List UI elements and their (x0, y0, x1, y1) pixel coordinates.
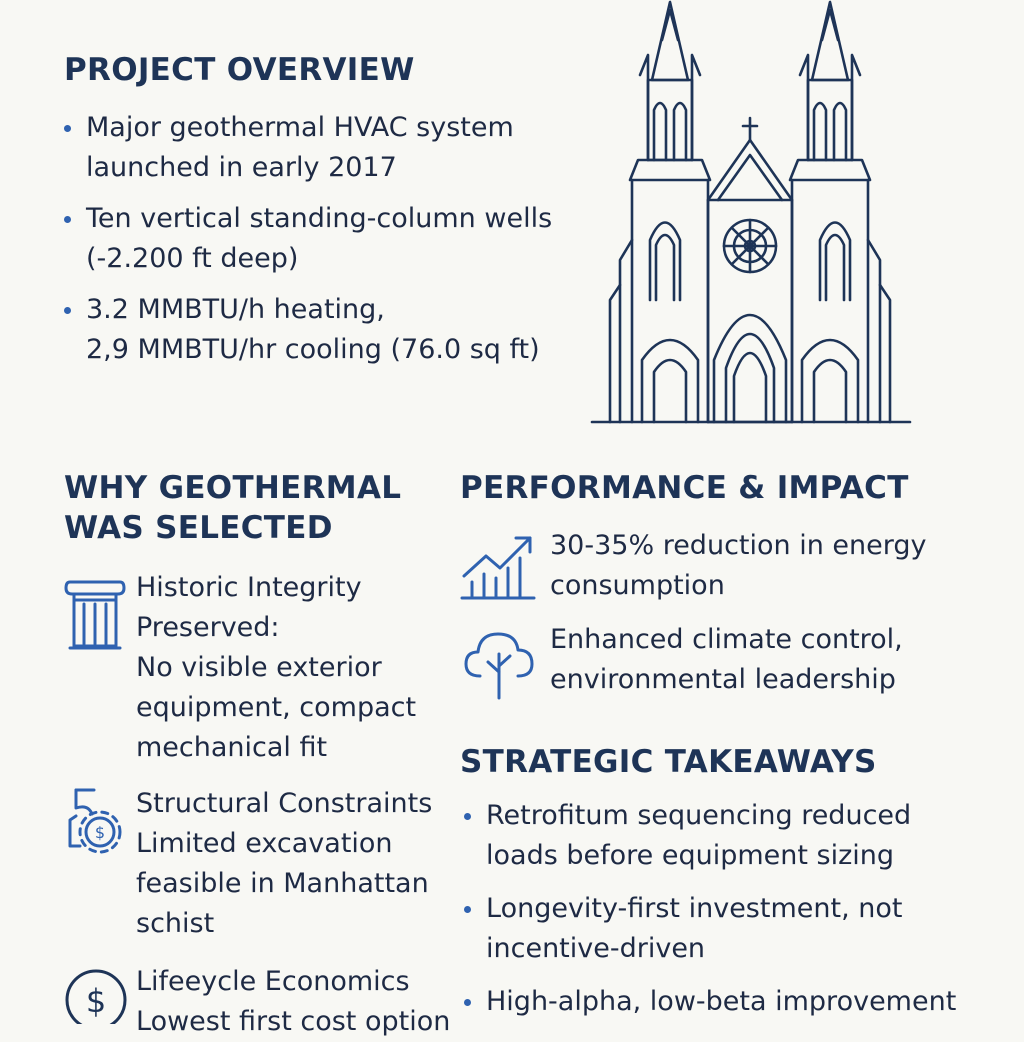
overview-item-line2: 2,9 MMBTU/hr cooling (76.0 sq ft) (86, 334, 540, 365)
overview-item-line2: (-2.200 ft deep) (86, 243, 299, 274)
tree-icon (462, 628, 536, 700)
project-overview-title: PROJECT OVERVIEW (64, 52, 415, 88)
why-item-line: Limited excavation (136, 828, 393, 859)
overview-item-line2: launched in early 2017 (86, 152, 397, 183)
why-geothermal-section (64, 468, 454, 548)
takeaways-list (464, 796, 1020, 1022)
why-title-line1: WHY GEOTHERMAL (64, 470, 402, 506)
overview-item-line1: Ten vertical standing-column wells (86, 203, 553, 234)
svg-text:$: $ (85, 982, 107, 1020)
why-item-line: feasible in Manhattan (136, 868, 429, 899)
overview-item-line1: 3.2 MMBTU/h heating, (86, 294, 385, 325)
takeaway-item-line2: incentive-driven (486, 933, 706, 964)
structure-gear-icon (62, 786, 126, 860)
why-item-line: No visible exterior (136, 652, 382, 683)
why-item-structural (136, 784, 432, 944)
performance-item-energy (550, 526, 926, 606)
why-item-line: Structural Constraints (136, 788, 433, 819)
takeaways-section (460, 742, 1020, 1022)
performance-title: PERFORMANCE & IMPACT (460, 470, 909, 506)
overview-list (64, 108, 584, 370)
dollar-icon (64, 968, 128, 1024)
project-overview-section (64, 50, 584, 370)
performance-item-line: 30-35% reduction in energy (550, 530, 927, 561)
why-item-line: Lowest first cost option (136, 1006, 451, 1037)
cathedral-icon (590, 0, 920, 430)
why-item-line: Historic Integrity (136, 572, 362, 603)
takeaways-title: STRATEGIC TAKEAWAYS (460, 744, 877, 780)
overview-item (64, 199, 584, 279)
why-item-historic (136, 568, 416, 768)
overview-item (64, 290, 584, 370)
chart-growth-icon (460, 532, 536, 602)
svg-text:$: $ (94, 823, 106, 842)
why-item-line: Lifeeycle Economics (136, 966, 410, 997)
takeaway-item-line1: Longevity-first investment, not (486, 893, 903, 924)
performance-item-line: environmental leadership (550, 664, 896, 695)
performance-item-climate (550, 620, 903, 700)
why-item-line: mechanical fit (136, 732, 328, 763)
column-icon (64, 574, 126, 652)
performance-item-line: Enhanced climate control, (550, 624, 903, 655)
overview-item-line1: Major geothermal HVAC system (86, 112, 514, 143)
why-item-lifecycle (136, 962, 450, 1042)
performance-item-line: consumption (550, 570, 725, 601)
performance-section (460, 468, 1000, 508)
takeaway-item (464, 982, 1020, 1022)
why-item-line: schist (136, 908, 215, 939)
takeaway-item-line2: loads before equipment sizing (486, 840, 895, 871)
why-item-line: Preserved: (136, 612, 280, 643)
takeaway-item (464, 796, 1020, 876)
why-geothermal-title (64, 468, 454, 548)
takeaway-item-line1: Retrofitum sequencing reduced (486, 800, 912, 831)
takeaway-item (464, 889, 1020, 969)
overview-item (64, 108, 584, 188)
why-item-line: equipment, compact (136, 692, 417, 723)
why-title-line2: WAS SELECTED (64, 510, 333, 546)
takeaway-item-line1: High-alpha, low-beta improvement (486, 986, 957, 1017)
